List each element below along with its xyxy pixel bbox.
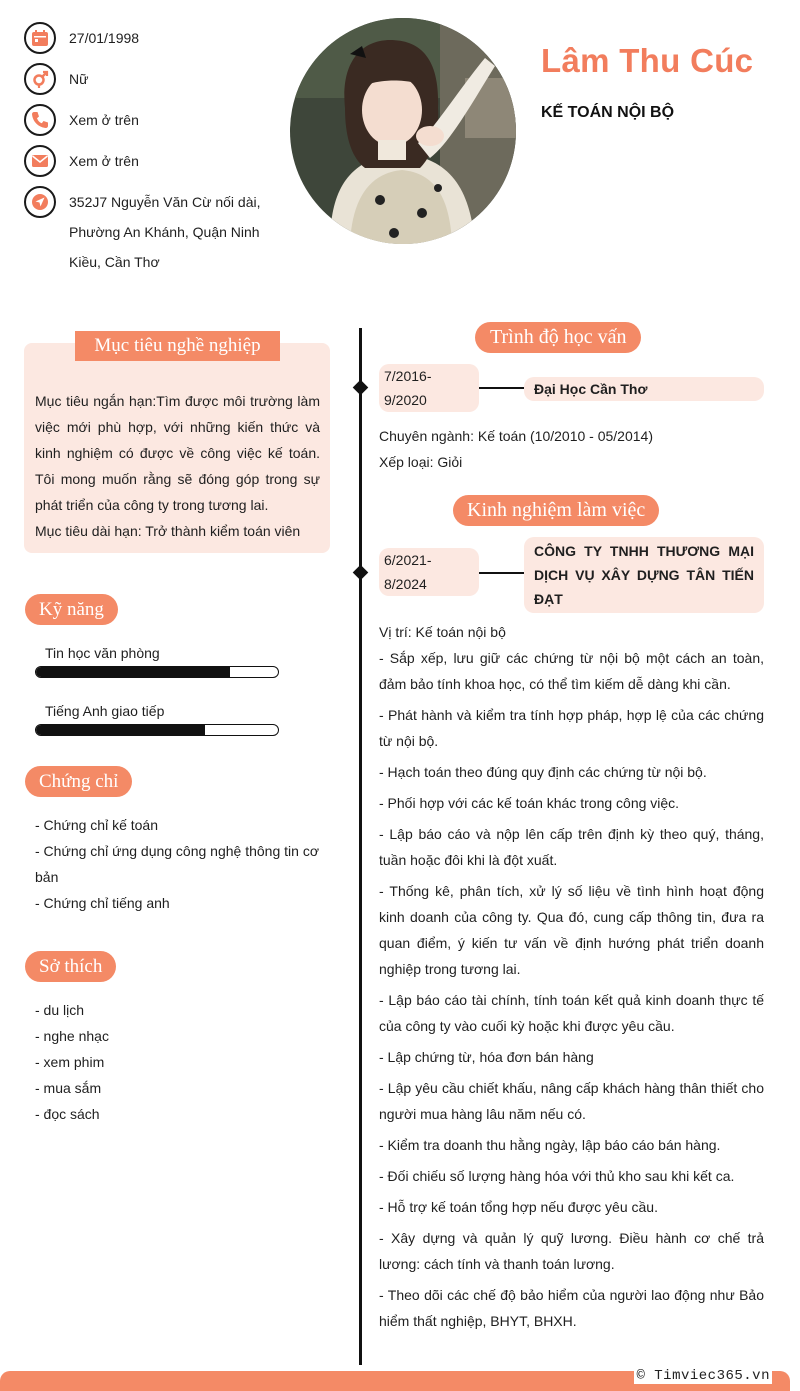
contact-address — [24, 186, 274, 277]
certificates-list — [35, 812, 330, 916]
education-school: Đại Học Cần Thơ — [524, 377, 764, 401]
location-icon — [24, 186, 56, 218]
list-item: - Chứng chỉ ứng dụng công nghệ thông tin cơ bản — [35, 843, 319, 885]
duty-item: - Thống kê, phân tích, xử lý số liệu về tình hình hoạt động kinh doanh của công ty. Qua đó, cung cấp thông tin, đưa ra quan điểm, ý kiến tư vấn về định hướng phát triển doanh nghiệp trong tương lai. — [379, 883, 764, 977]
skills-heading: Kỹ năng — [25, 594, 118, 625]
duty-item: - Sắp xếp, lưu giữ các chứng từ nội bộ một cách an toàn, đảm bảo tính khoa học, có thể tìm kiếm dễ dàng khi cần. — [379, 650, 764, 692]
duty-item: - Đối chiếu số lượng hàng hóa với thủ kho sau khi kết ca. — [379, 1168, 735, 1184]
skill-bar — [35, 724, 279, 736]
duty-item: - Lập yêu cầu chiết khấu, nâng cấp khách hàng thân thiết cho người mua hàng lâu năm nếu có. — [379, 1080, 764, 1122]
education-date — [379, 364, 479, 412]
calendar-icon — [24, 22, 56, 54]
phone-text: Xem ở trên — [69, 112, 139, 128]
experience-position: Vị trí: Kế toán nội bộ — [379, 624, 506, 640]
experience-heading: Kinh nghiệm làm việc — [453, 495, 659, 526]
experience-start: 6/2021- — [384, 552, 432, 568]
duty-item: - Phát hành và kiểm tra tính hợp pháp, hợp lệ của các chứng từ nội bộ. — [379, 707, 764, 749]
list-item: - nghe nhạc — [35, 1028, 109, 1044]
experience-connector — [479, 572, 525, 574]
duty-item: - Theo dõi các chế độ bảo hiểm của người lao động như Bảo hiểm thất nghiệp, BHYT, BHXH. — [379, 1287, 764, 1329]
certificates-heading: Chứng chỉ — [25, 766, 132, 797]
hobbies-heading: Sở thích — [25, 951, 116, 982]
gender-text: Nữ — [69, 71, 89, 87]
timeline-dot — [353, 565, 369, 581]
list-item: - Chứng chỉ kế toán — [35, 817, 158, 833]
duty-item: - Hỗ trợ kế toán tổng hợp nếu được yêu cầu. — [379, 1199, 658, 1215]
list-item: - xem phim — [35, 1054, 105, 1070]
objective-text — [35, 388, 320, 544]
education-start: 7/2016- — [384, 368, 432, 384]
objective-long-term: Mục tiêu dài hạn: Trở thành kiểm toán viên — [35, 523, 301, 539]
list-item: - đọc sách — [35, 1106, 100, 1122]
education-heading: Trình độ học vấn — [475, 322, 641, 353]
skill-label: Tin học văn phòng — [45, 645, 160, 661]
duty-item: - Lập báo cáo tài chính, tính toán kết quả kinh doanh thực tế của công ty vào cuối kỳ hoặc khi được yêu cầu. — [379, 992, 764, 1034]
skill-bar — [35, 666, 279, 678]
footer-watermark: © Timviec365.vn — [636, 1368, 770, 1384]
birthdate-text: 27/01/1998 — [69, 30, 140, 46]
phone-icon — [24, 104, 56, 136]
skill-fill — [36, 667, 230, 677]
timeline-dot — [353, 380, 369, 396]
skill-label: Tiếng Anh giao tiếp — [45, 703, 165, 719]
duty-item: - Phối hợp với các kế toán khác trong công việc. — [379, 795, 680, 811]
contact-birthdate — [24, 22, 274, 54]
candidate-name: Lâm Thu Cúc — [541, 42, 754, 79]
contact-email — [24, 145, 274, 177]
timeline-line — [359, 328, 362, 1365]
experience-details — [379, 619, 764, 1339]
contact-phone — [24, 104, 274, 136]
address-text: 352J7 Nguyễn Văn Cừ nối dài, Phường An Khánh, Quận Ninh Kiều, Cần Thơ — [69, 194, 261, 270]
contact-gender — [24, 63, 274, 95]
job-title: KẾ TOÁN NỘI BỘ — [541, 104, 675, 121]
list-item: - du lịch — [35, 1002, 85, 1018]
duty-item: - Lập báo cáo và nộp lên cấp trên định kỳ theo quý, tháng, tuần hoặc đôi khi là đột xuất. — [379, 826, 764, 868]
skill-fill — [36, 725, 205, 735]
experience-date — [379, 548, 479, 596]
list-item: - Chứng chỉ tiếng anh — [35, 895, 170, 911]
email-text: Xem ở trên — [69, 153, 139, 169]
hobbies-list — [35, 997, 330, 1127]
email-icon — [24, 145, 56, 177]
duty-item: - Hạch toán theo đúng quy định các chứng từ nội bộ. — [379, 764, 707, 780]
experience-company: CÔNG TY TNHH THƯƠNG MẠI DỊCH VỤ XÂY DỰNG TÂN TIẾN ĐẠT — [524, 537, 764, 613]
education-major: Chuyên ngành: Kế toán (10/2010 - 05/2014) — [379, 428, 653, 444]
education-connector — [479, 387, 525, 389]
duty-item: - Lập chứng từ, hóa đơn bán hàng — [379, 1049, 594, 1065]
gender-icon — [24, 63, 56, 95]
education-end: 9/2020 — [384, 392, 427, 408]
objective-short-term: Mục tiêu ngắn hạn:Tìm được môi trường làm việc mới phù hợp, với những kiến thức và kinh nghiệm có được về công việc kế toán. Tôi mong muốn rằng sẽ đóng góp trong sự phát triển của công ty trong tương lai. — [35, 393, 320, 513]
list-item: - mua sắm — [35, 1080, 102, 1096]
duty-item: - Xây dựng và quản lý quỹ lương. Điều hành cơ chế trả lương: cách tính và thanh toán lương. — [379, 1230, 764, 1272]
education-details — [379, 423, 653, 475]
education-grade: Xếp loại: Giỏi — [379, 454, 463, 470]
experience-end: 8/2024 — [384, 576, 427, 592]
objective-heading: Mục tiêu nghề nghiệp — [75, 331, 280, 361]
avatar — [290, 18, 516, 244]
duty-item: - Kiểm tra doanh thu hằng ngày, lập báo cáo bán hàng. — [379, 1137, 721, 1153]
